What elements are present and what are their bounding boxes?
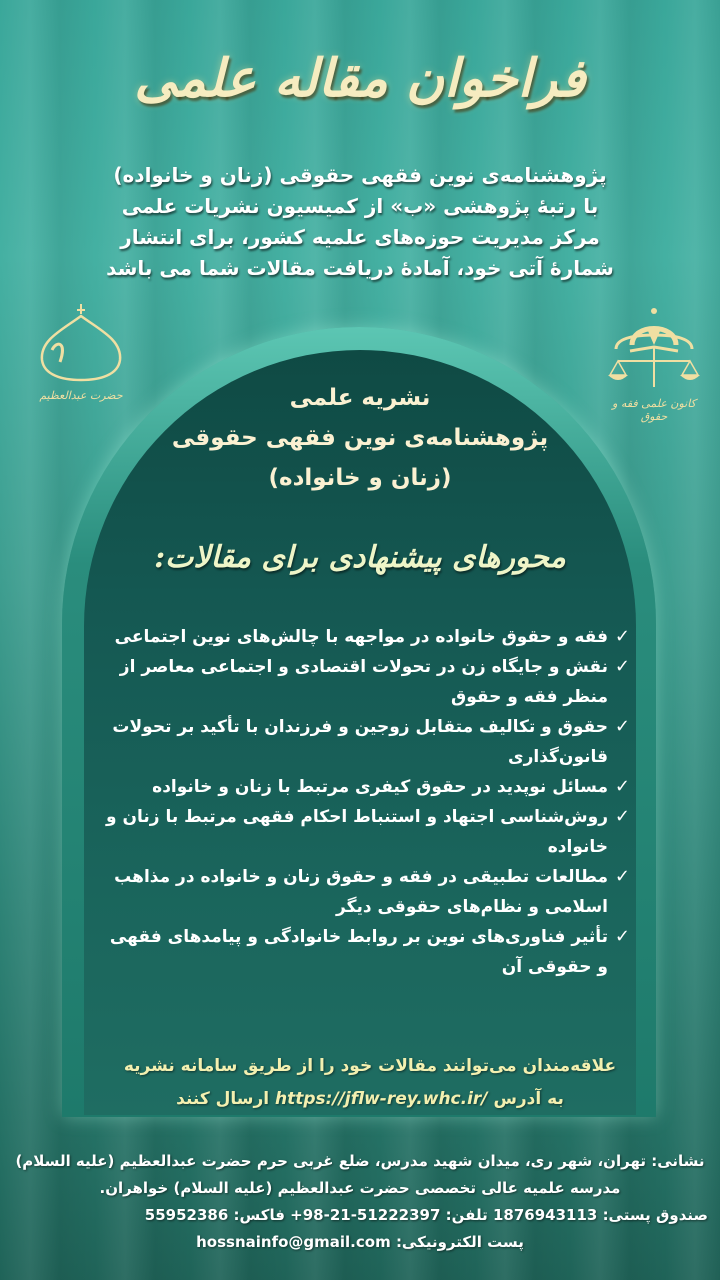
intro-line: با رتبهٔ پژوهشی «ب» از کمیسیون نشریات علمی [121, 194, 599, 218]
cta-line-2 [80, 1083, 660, 1116]
logo-caption: کانون علمی فقه و حقوق [612, 397, 696, 423]
list-item [95, 712, 630, 772]
list-item [95, 862, 630, 922]
submission-call [80, 1050, 660, 1116]
fax-value: 55952386 [144, 1206, 229, 1224]
email-label: پست الکترونیکی: [395, 1233, 524, 1251]
checkmark-icon: ✓ [614, 806, 630, 827]
list-item [95, 802, 630, 862]
fax-label: فاکس: [233, 1206, 285, 1224]
intro-line: شمارهٔ آتی خود، آمادهٔ دریافت مقالات شما می باشد [106, 256, 614, 280]
cta-prefix: به آدرس [493, 1089, 564, 1109]
po-box-label: صندوق پستی: [602, 1206, 708, 1224]
topic-text: تأثیر فناوری‌های نوین بر روابط خانوادگی و پیامدهای فقهی و حقوقی آن [109, 927, 608, 977]
journal-name [0, 378, 720, 498]
address-line: مدرسه علمیه عالی تخصصی حضرت عبدالعظیم (علیه السلام) خواهران. [99, 1179, 621, 1197]
journal-line: (زنان و خانواده) [268, 465, 452, 491]
contact-footer [0, 1148, 720, 1256]
intro-text [80, 160, 640, 284]
logo-caption: حضرت عبدالعظیم [39, 389, 123, 402]
dome-icon [22, 300, 140, 385]
checkmark-icon: ✓ [614, 866, 630, 887]
po-box-value: 1876943113 [492, 1206, 598, 1224]
page-title: فراخوان مقاله علمی [134, 48, 586, 109]
address-line: نشانی: تهران، شهر ری، میدان شهید مدرس، ضلع غربی حرم حضرت عبدالعظیم (علیه السلام) [15, 1152, 705, 1170]
checkmark-icon: ✓ [614, 776, 630, 797]
checkmark-icon: ✓ [614, 626, 630, 647]
suggested-topics-heading: محورهای پیشنهادی برای مقالات: [154, 540, 566, 575]
topic-text: نقش و جایگاه زن در تحولات اقتصادی و اجتماعی معاصر از منظر فقه و حقوق [119, 657, 608, 707]
email-link[interactable]: hossnainfo@gmail.com [196, 1233, 391, 1251]
phone-label: تلفن: [445, 1206, 488, 1224]
topic-text: مطالعات تطبیقی در فقه و حقوق زنان و خانواده در مذاهب اسلامی و نظام‌های حقوقی دیگر [114, 867, 608, 917]
list-item [95, 622, 630, 652]
list-item [95, 772, 630, 802]
submission-url-link[interactable]: https://jflw-rey.whc.ir/ [275, 1089, 488, 1109]
checkmark-icon: ✓ [614, 926, 630, 947]
phone-value[interactable]: +98-21-51222397 [290, 1206, 441, 1224]
intro-line: مرکز مدیریت حوزه‌های علمیه کشور، برای انتشار [120, 225, 600, 249]
journal-line: پژوهشنامه‌ی نوین فقهی حقوقی [171, 425, 549, 451]
checkmark-icon: ✓ [614, 716, 630, 737]
email-line [0, 1229, 720, 1256]
topics-list [95, 622, 630, 982]
journal-line: نشریه علمی [289, 385, 431, 411]
list-item [95, 922, 630, 982]
contact-numbers [0, 1202, 720, 1229]
topic-text: فقه و حقوق خانواده در مواجهه با چالش‌های نوین اجتماعی [114, 627, 608, 647]
intro-line: پژوهشنامه‌ی نوین فقهی حقوقی (زنان و خانواده) [113, 163, 607, 187]
topic-text: روش‌شناسی اجتهاد و استنباط احکام فقهی مرتبط با زنان و خانواده [106, 807, 608, 857]
cta-suffix: ارسال کنند [176, 1089, 270, 1109]
checkmark-icon: ✓ [614, 656, 630, 677]
topic-text: حقوق و تکالیف متقابل زوجین و فرزندان با تأکید بر تحولات قانون‌گذاری [112, 717, 608, 767]
topic-text: مسائل نوپدید در حقوق کیفری مرتبط با زنان و خانواده [152, 777, 608, 797]
cta-line: علاقه‌مندان می‌توانند مقالات خود را از طریق سامانه نشریه [123, 1056, 617, 1076]
list-item [95, 652, 630, 712]
